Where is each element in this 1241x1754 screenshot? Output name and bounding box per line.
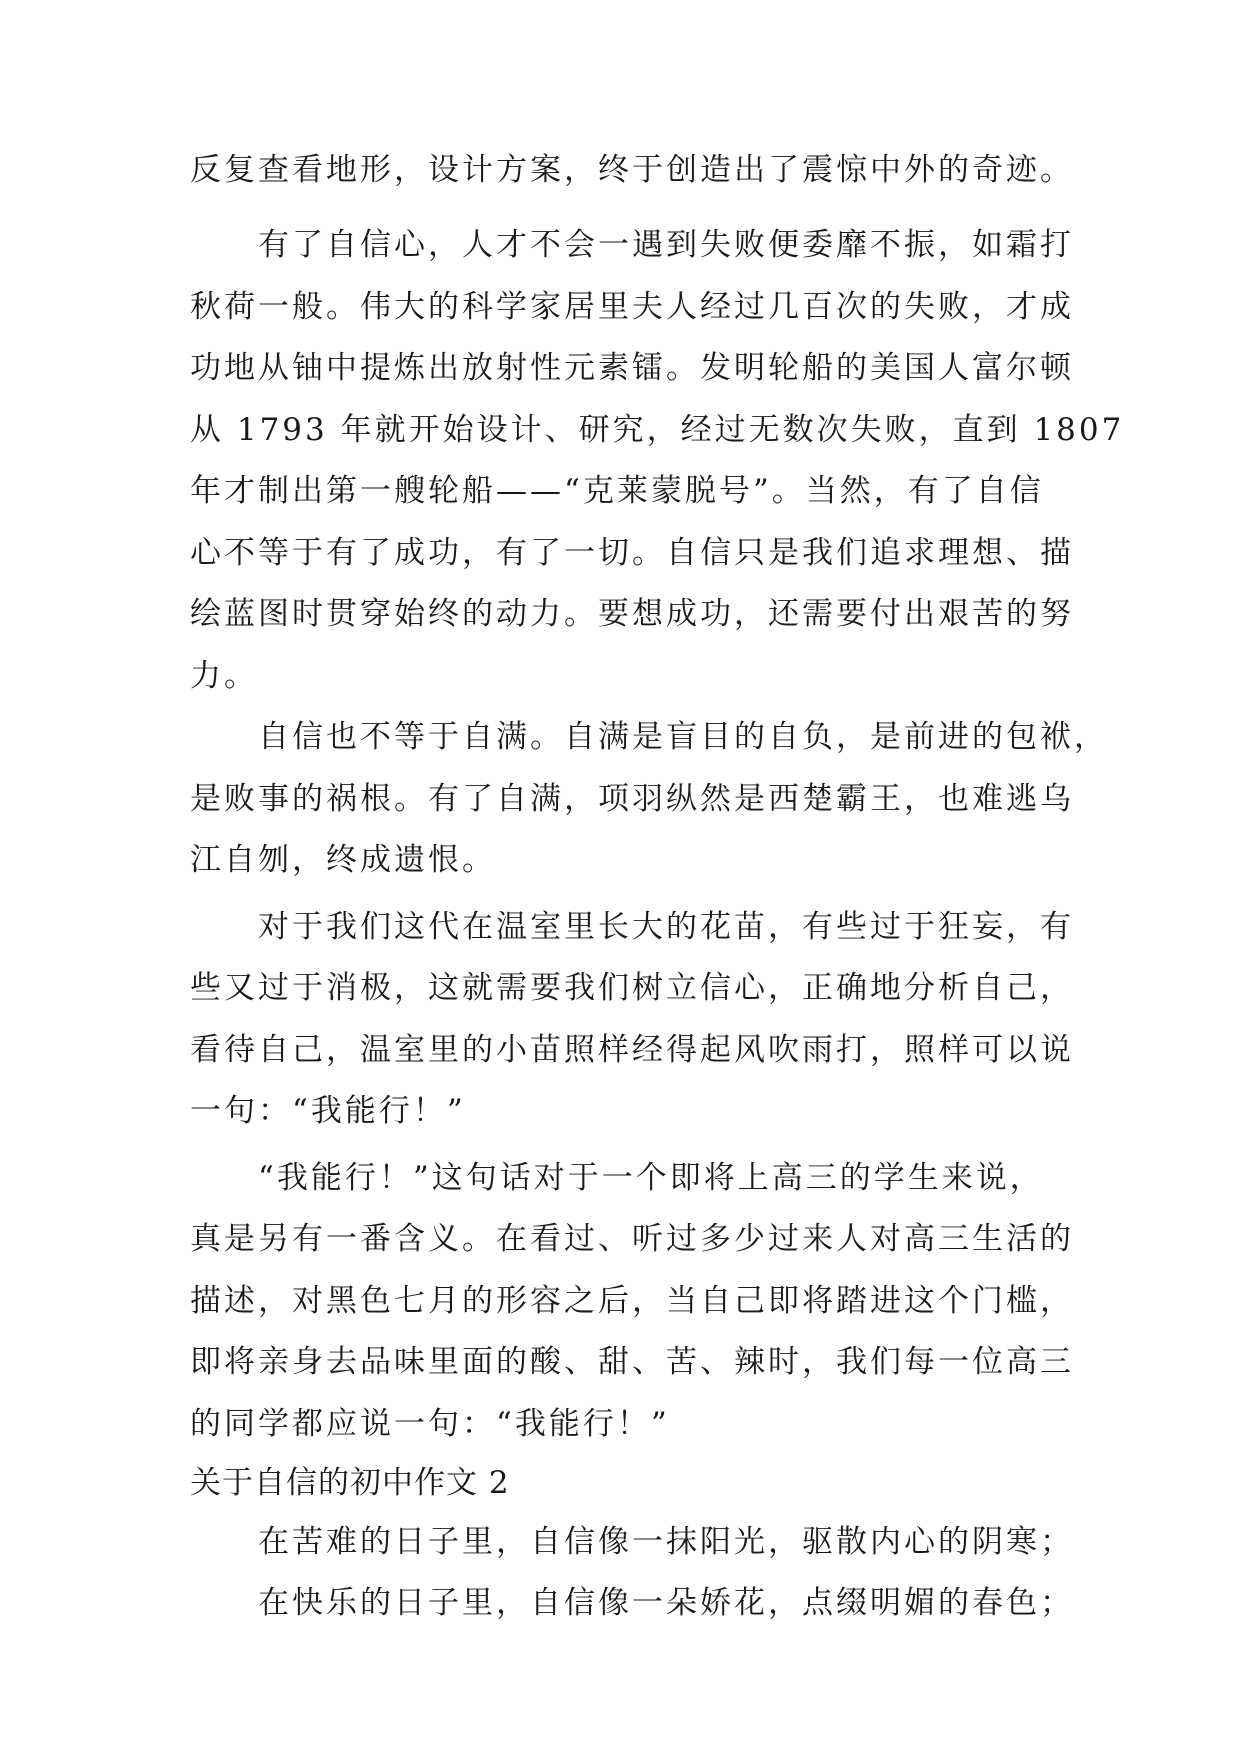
text-line: 看待自己，温室里的小苗照样经得起风吹雨打，照样可以说	[190, 1032, 1074, 1068]
text-line: 描述，对黑色七月的形容之后，当自己即将踏进这个门槛，	[190, 1283, 1074, 1319]
text-line: 在快乐的日子里，自信像一朵娇花，点缀明媚的春色；	[190, 1585, 1074, 1621]
text-line: 的同学都应说一句：“我能行！”	[190, 1406, 670, 1442]
text-line: 在苦难的日子里，自信像一抹阳光，驱散内心的阴寒；	[190, 1524, 1074, 1560]
text-line: 江自刎，终成遗恨。	[190, 842, 496, 878]
text-line: 反复查看地形，设计方案，终于创造出了震惊中外的奇迹。	[190, 152, 1074, 188]
text-line: 绘蓝图时贯穿始终的动力。要想成功，还需要付出艰苦的努	[190, 596, 1074, 632]
text-line: 心不等于有了成功，有了一切。自信只是我们追求理想、描	[190, 535, 1074, 571]
text-line: 一句：“我能行！”	[190, 1093, 466, 1129]
text-line: 力。	[190, 658, 258, 694]
text-line: 自信也不等于自满。自满是盲目的自负，是前进的包袱，	[190, 719, 1108, 755]
text-line: “我能行！”这句话对于一个即将上高三的学生来说，	[190, 1160, 1044, 1196]
text-line: 些又过于消极，这就需要我们树立信心，正确地分析自己，	[190, 970, 1074, 1006]
text-line: 即将亲身去品味里面的酸、甜、苦、辣时，我们每一位高三	[190, 1344, 1074, 1380]
text-line: 对于我们这代在温室里长大的花苗，有些过于狂妄，有	[190, 909, 1074, 945]
text-line: 真是另有一番含义。在看过、听过多少过来人对高三生活的	[190, 1221, 1074, 1257]
text-line: 有了自信心，人才不会一遇到失败便委靡不振，如霜打	[190, 227, 1074, 263]
section-heading: 关于自信的初中作文 2	[190, 1465, 510, 1501]
text-line: 功地从铀中提炼出放射性元素镭。发明轮船的美国人富尔顿	[190, 350, 1074, 386]
text-line: 从 1793 年就开始设计、研究，经过无数次失败，直到 1807	[190, 412, 1125, 448]
text-line: 年才制出第一艘轮船——“克莱蒙脱号”。当然，有了自信	[190, 473, 1044, 509]
text-line: 秋荷一般。伟大的科学家居里夫人经过几百次的失败，才成	[190, 289, 1074, 325]
text-line: 是败事的祸根。有了自满，项羽纵然是西楚霸王，也难逃乌	[190, 781, 1074, 817]
